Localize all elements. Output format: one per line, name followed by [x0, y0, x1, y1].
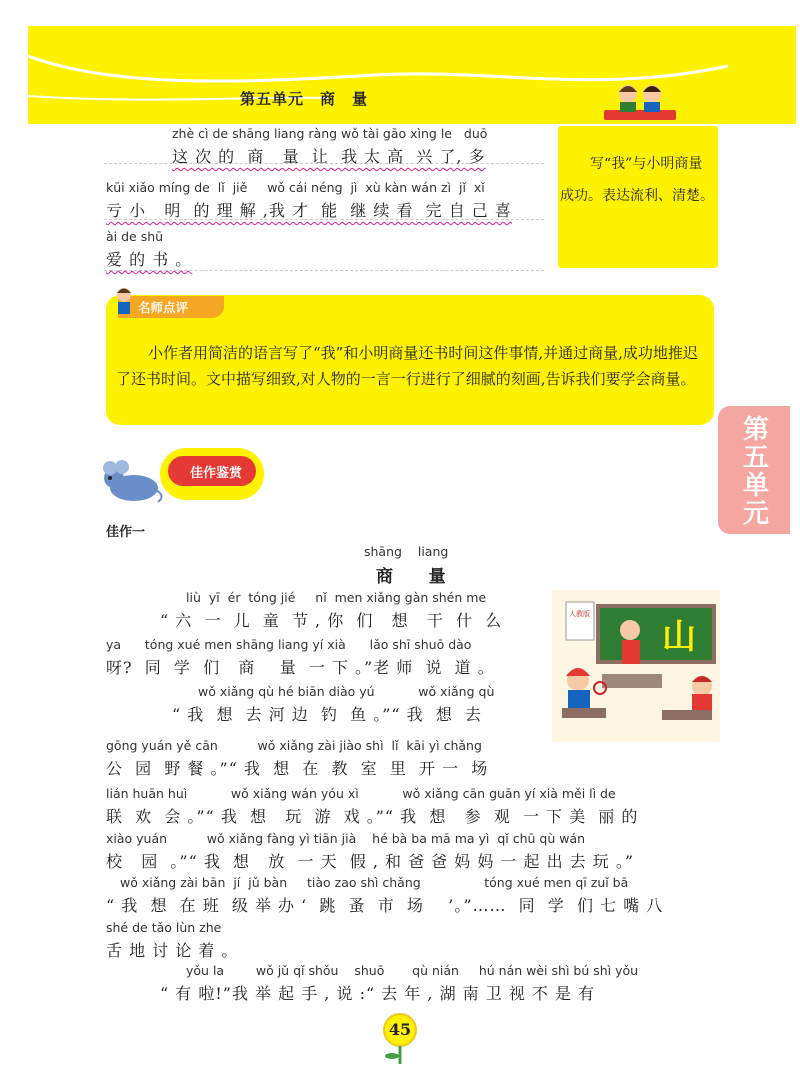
essay-label: 佳作一 [106, 525, 146, 540]
pinyin-line: zhè cì de shāng liang ràng wǒ tài gāo xìng le duō [172, 126, 488, 141]
unit-side-tab-label: 第五单元 [742, 415, 769, 529]
pinyin-line: xiào yuán wǒ xiǎng fàng yì tiān jià hé bà ba mā ma yì qǐ chū qù wán [106, 831, 586, 846]
pinyin-line: wǒ xiǎng qù hé biān diào yú wǒ xiǎng qù [198, 684, 495, 699]
text-line: “ 我 想 去 河 边 钓 鱼 。”“ 我 想 去 [172, 705, 483, 724]
pinyin-line: wǒ xiǎng zài bān jí jǔ bàn tiào zao shì chǎng tóng xué men qī zuǐ bā [120, 875, 629, 890]
pinyin-line: shé de tǎo lùn zhe [106, 920, 222, 935]
text-line: “ 六 一 儿 童 节 , 你 们 想 干 什 么 [160, 611, 503, 630]
title-pinyin: shāng liang [364, 544, 449, 559]
teacher-icon [112, 286, 136, 316]
classroom-illustration [552, 590, 720, 742]
pinyin-line: yǒu la wǒ jǔ qǐ shǒu shuō qù nián hú nán wèi shì bú shì yǒu [186, 963, 639, 978]
pinyin-line: ya tóng xué men shāng liang yí xià lǎo shī shuō dào [106, 637, 472, 652]
text-line: 亏 小 明 的 理 解 ,我 才 能 继 续 看 完 自 己 喜 [106, 201, 512, 220]
banner-decoration [28, 26, 796, 124]
essay-title: 商 量 [376, 567, 447, 587]
teacher-comment-label: 名师点评 [138, 300, 189, 315]
text-line: 联 欢 会 。”“ 我 想 玩 游 戏 。”“ 我 想 参 观 一 下 美 丽 的 [106, 807, 639, 826]
page-number: 45 [388, 1020, 412, 1039]
poster-label: 人教版 [569, 610, 590, 618]
text-line: 爱 的 书 。 [106, 250, 193, 269]
text-line: 呀? 同 学 们 商 量 一 下 。”老 师 说 道 。 [106, 658, 495, 677]
text-line: “ 有 啦!”我 举 起 手 , 说 :“ 去 年 , 湖 南 卫 视 不 是 有 [160, 984, 596, 1003]
text-line: 校 园 。”“ 我 想 放 一 天 假 , 和 爸 爸 妈 妈 一 起 出 去 玩 。” [106, 852, 635, 871]
pinyin-line: kūi xiǎo míng de lǐ jiě wǒ cái néng jì xù kàn wán zì jǐ xǐ [106, 180, 485, 195]
teacher-comment-text: 小作者用简洁的语言写了“我”和小明商量还书时间这件事情,并通过商量,成功地推迟了还书时间。文中描写细致,对人物的一言一行进行了细腻的刻画,告诉我们要学会商量。 [116, 344, 698, 388]
side-note-text: 写“我”与小明商量成功。表达流利、清楚。 [560, 156, 714, 204]
text-line: 舌 地 讨 论 着 。 [106, 941, 239, 960]
section-bubble-label: 佳作鉴赏 [190, 466, 243, 481]
pinyin-line: gōng yuán yě cān wǒ xiǎng zài jiào shì lǐ kāi yì chǎng [106, 738, 482, 753]
text-line: “ 我 想 在 班 级 举 办 ‘ 跳 蚤 市 场 ’。”…… 同 学 们 七 嘴 八 [106, 896, 664, 915]
reading-kids-illustration [600, 80, 680, 124]
text-line: 公 园 野 餐 。”“ 我 想 在 教 室 里 开 一 场 [106, 759, 489, 778]
unit-title: 第五单元 商 量 [240, 90, 369, 108]
mouse-icon [100, 456, 164, 504]
blackboard-character: 山 [662, 617, 696, 657]
pinyin-line: liù yī ér tóng jié nǐ men xiǎng gàn shén me [186, 590, 487, 605]
text-line: 这 次 的 商 量 让 我 太 高 兴 了, 多 [172, 147, 486, 166]
pinyin-line: lián huān huì wǒ xiǎng wán yóu xì wǒ xiǎng cān guān yí xià měi lì de [106, 786, 616, 801]
pinyin-line: ài de shū [106, 229, 164, 244]
